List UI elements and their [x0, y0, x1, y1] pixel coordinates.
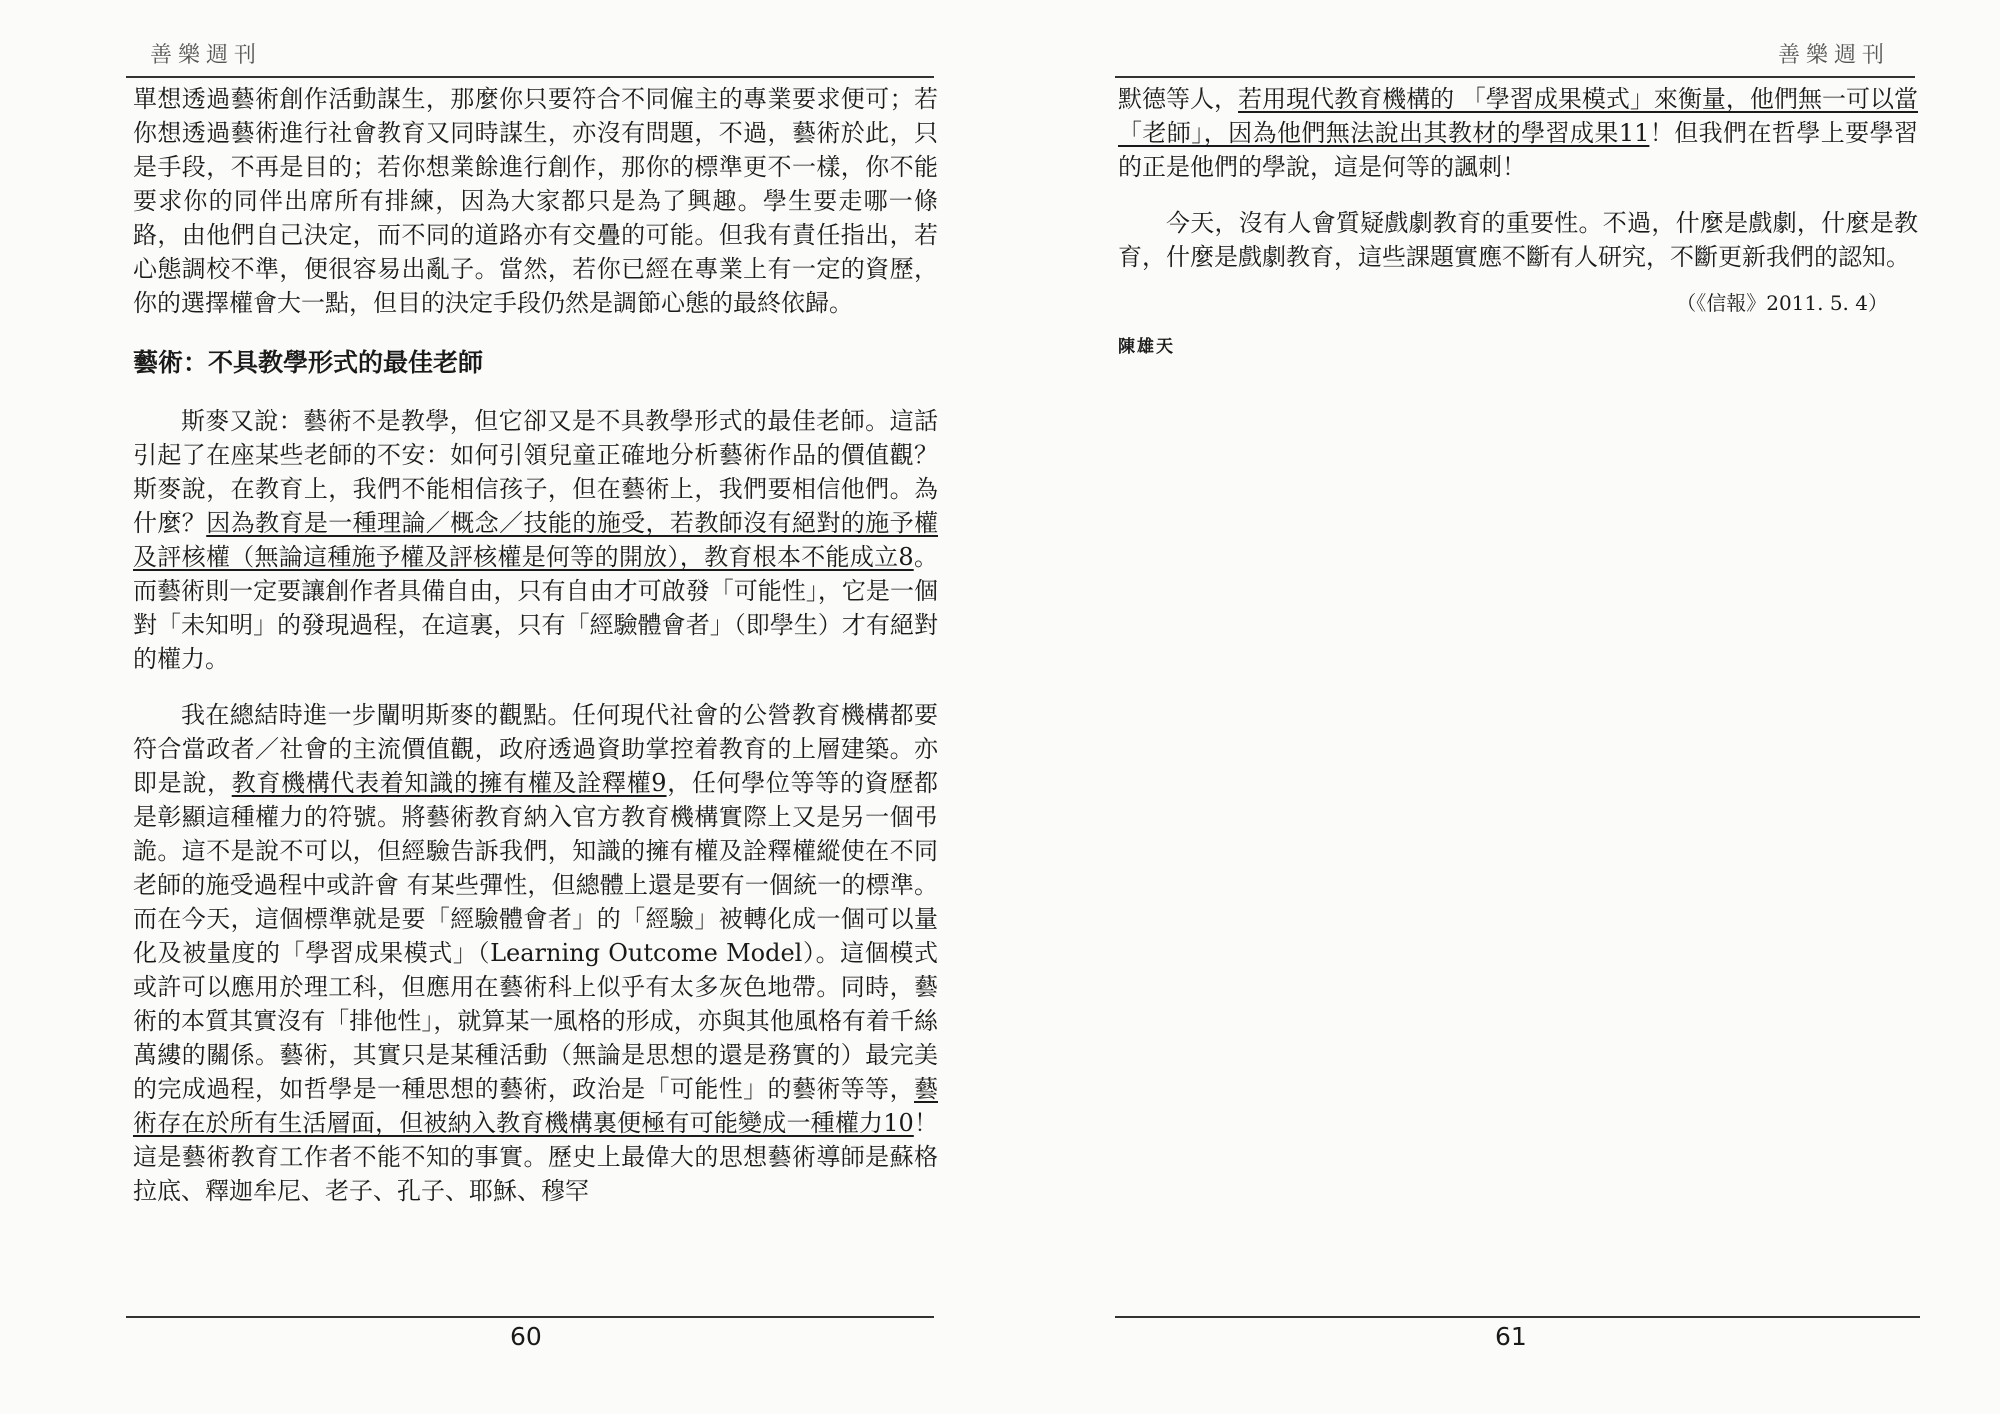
paragraph: 單想透過藝術創作活動謀生，那麼你只要符合不同僱主的專業要求便可；若你想透過藝術進行社會教育又同時謀生，亦沒有問題，不過，藝術於此，只是手段，不再是目的；若你想業餘進行創作，那你的標準更不一樣，你不能要求你的同伴出席所有排練，因為大家都只是為了興趣。學生要走哪一條路，由他們自己決定，而不同的道路亦有交疊的可能。但我有責任指出，若心態調校不準，便很容易出亂子。當然，若你已經在專業上有一定的資歷，你的選擇權會大一點，但目的決定手段仍然是調節心態的最終依歸。 — [133, 85, 938, 317]
footer-rule — [126, 1316, 934, 1318]
citation: （《信報》2011. 5. 4） — [1676, 291, 1888, 315]
left-page-body — [133, 82, 938, 1208]
text-run: 默德等人， — [1118, 85, 1239, 113]
page-header-title: 善樂週刊 — [1777, 43, 1890, 68]
underlined-text: 教育機構代表着知識的擁有權及詮釋權9 — [231, 769, 667, 797]
right-page — [1000, 0, 2000, 1414]
text-run: 我在總結時進一步闡明斯麥的觀點。任何現代社會的公營教育機構都要符合當政者／社會的主流價值觀，政府透過資助掌控着教育的上層建築。亦即是說， — [133, 701, 938, 797]
footer-rule — [1115, 1316, 1920, 1318]
underlined-text: 藝術存在於所有生活層面，但被納入教育機構裏便極有可能變成一種權力10 — [133, 1075, 938, 1137]
underlined-text: 若用現代教育機構的 「學習成果模式」來衡量，他們無一可以當「老師」，因為他們無法說出其教材的學習成果11 — [1118, 85, 1918, 147]
section-heading: 藝術：不具教學形式的最佳老師 — [133, 348, 484, 377]
author-name: 陳雄天 — [1118, 337, 1175, 357]
paragraph — [1118, 82, 1918, 184]
paragraph — [133, 404, 938, 676]
text-run: ，任何學位等等的資歷都是彰顯這種權力的符號。將藝術教育納入官方教育機構實際上又是另一個弔詭。這不是說不可以，但經驗告訴我們，知識的擁有權及詮釋權縱使在不同老師的施受過程中或許會 有某些彈性，但總體上還是要有一個統一的標準。而在今天，這個標準就是要「經驗體會者」的「經驗」被轉化成一個可以量化及被量度的「學習成果模式」（Learning Outcome Model）。這個模式或許可以應用於理工科，但應用在藝術科上似乎有太多灰色地帶。同時，藝術的本質其實沒有「排他性」，就算某一風格的形成，亦與其他風格有着千絲萬縷的關係。藝術，其實只是某種活動（無論是思想的還是務實的）最完美的完成過程，如哲學是一種思想的藝術，政治是「可能性」的藝術等等， — [133, 769, 938, 1103]
underlined-text: 因為教育是一種理論／概念／技能的施受，若教師沒有絕對的施予權及評核權（無論這種施予權及評核權是何等的開放），教育根本不能成立8 — [133, 509, 938, 571]
paragraph — [133, 698, 938, 1208]
header-rule — [126, 76, 934, 78]
page-number: 61 — [1495, 1322, 1527, 1351]
text-run: 。而藝術則一定要讓創作者具備自由，只有自由才可啟發「可能性」，它是一個對「未知明」的發現過程，在這裏，只有「經驗體會者」（即學生）才有絕對的權力。 — [133, 543, 938, 673]
text-run: 斯麥又說：藝術不是教學，但它卻又是不具教學形式的最佳老師。這話引起了在座某些老師的不安：如何引領兒童正確地分析藝術作品的價值觀？斯麥說，在教育上，我們不能相信孩子，但在藝術上，我們要相信他們。為什麼？ — [133, 407, 938, 537]
text-run: ！這是藝術教育工作者不能不知的事實。歷史上最偉大的思想藝術導師是蘇格拉底、釋迦牟尼、老子、孔子、耶穌、穆罕 — [133, 1109, 938, 1205]
paragraph: 今天，沒有人會質疑戲劇教育的重要性。不過，什麼是戲劇，什麼是教育，什麼是戲劇教育，這些課題實應不斷有人研究，不斷更新我們的認知。 — [1118, 209, 1918, 271]
text-run: ！但我們在哲學上要學習的正是他們的學說，這是何等的諷刺！ — [1118, 119, 1918, 181]
header-rule — [1115, 76, 1915, 78]
right-page-body — [1118, 82, 1918, 364]
page-header-title: 善樂週刊 — [150, 43, 263, 68]
page-number: 60 — [510, 1322, 542, 1351]
